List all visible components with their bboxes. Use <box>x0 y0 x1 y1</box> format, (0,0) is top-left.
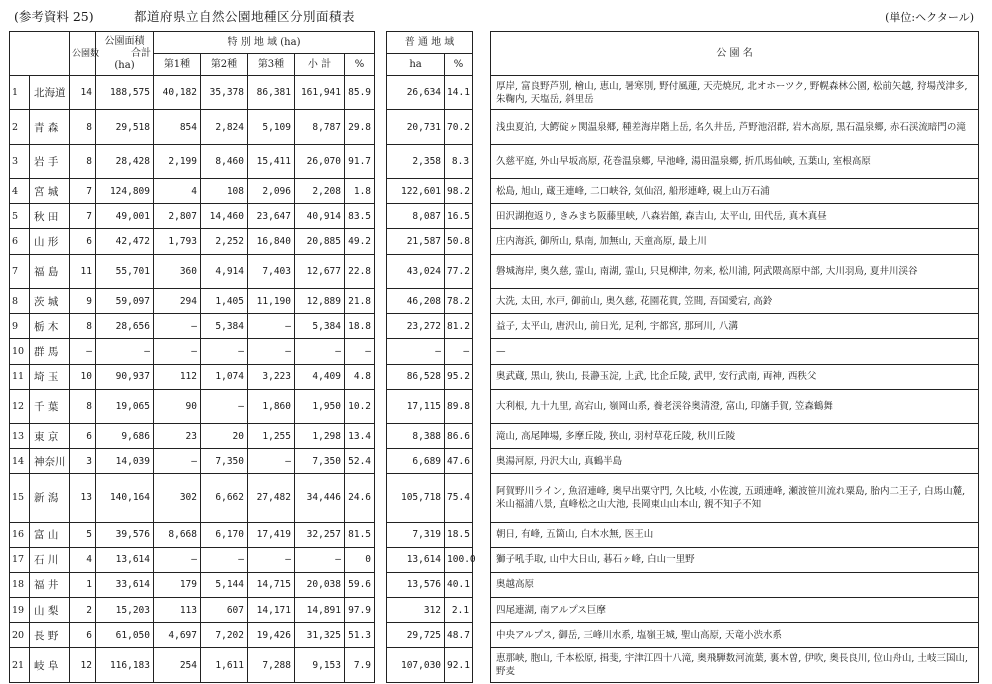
cell-c1: — <box>154 314 201 339</box>
cell-total: 59,097 <box>96 288 154 313</box>
cell-no: 11 <box>10 364 30 389</box>
cell-pct: 13.4 <box>345 424 375 449</box>
cell-opct: 50.8 <box>445 229 473 254</box>
cell-total: 28,656 <box>96 314 154 339</box>
cell-c3: — <box>248 314 295 339</box>
cell-c3: 86,381 <box>248 76 295 110</box>
cell-pct: — <box>345 339 375 364</box>
cell-c2: 7,202 <box>201 623 248 648</box>
header-count: 公園数 <box>70 32 96 76</box>
cell-pct: 85.9 <box>345 76 375 110</box>
cell-count: 7 <box>70 204 96 229</box>
cell-total: 33,614 <box>96 572 154 597</box>
cell-c3: — <box>248 339 295 364</box>
cell-c3: 1,255 <box>248 424 295 449</box>
cell-c1: 112 <box>154 364 201 389</box>
cell-opct: 48.7 <box>445 623 473 648</box>
cell-pref: 栃 木 <box>30 314 70 339</box>
cell-opct: 2.1 <box>445 598 473 623</box>
cell-ord: 122,601 <box>387 179 445 204</box>
cell-parks: — <box>491 339 979 364</box>
cell-count: 1 <box>70 572 96 597</box>
cell-opct: 75.4 <box>445 474 473 522</box>
cell-parks: 大洗, 太田, 水戸, 御前山, 奥久慈, 花園花貫, 笠間, 吾国愛宕, 高鈴 <box>491 288 979 313</box>
cell-count: 6 <box>70 424 96 449</box>
cell-parks: 四尾連湖, 南アルプス巨摩 <box>491 598 979 623</box>
cell-sub: 34,446 <box>295 474 345 522</box>
table-row <box>10 449 979 474</box>
cell-total: 39,576 <box>96 522 154 547</box>
cell-pref: 富 山 <box>30 522 70 547</box>
cell-c1: 360 <box>154 254 201 288</box>
cell-c3: 2,096 <box>248 179 295 204</box>
cell-total: 116,183 <box>96 648 154 683</box>
cell-opct: 95.2 <box>445 364 473 389</box>
cell-opct: 18.5 <box>445 522 473 547</box>
table-row <box>10 110 979 144</box>
header-special-area: 特 別 地 域 (ha) <box>154 32 375 54</box>
cell-ord: 23,272 <box>387 314 445 339</box>
cell-count: — <box>70 339 96 364</box>
cell-ord: 86,528 <box>387 364 445 389</box>
cell-no: 4 <box>10 179 30 204</box>
cell-no: 10 <box>10 339 30 364</box>
cell-parks: 朝日, 有峰, 五箇山, 白木水無, 医王山 <box>491 522 979 547</box>
cell-sub: 1,298 <box>295 424 345 449</box>
cell-count: 6 <box>70 229 96 254</box>
cell-pct: 81.5 <box>345 522 375 547</box>
cell-no: 20 <box>10 623 30 648</box>
cell-c2: — <box>201 547 248 572</box>
cell-opct: 77.2 <box>445 254 473 288</box>
cell-sub: 26,070 <box>295 144 345 178</box>
cell-c1: 302 <box>154 474 201 522</box>
cell-c2: 20 <box>201 424 248 449</box>
cell-pref: 福 島 <box>30 254 70 288</box>
cell-parks: 恵那峡, 胞山, 千本松原, 揖斐, 宇津江四十八滝, 奥飛騨数河流葉, 裏木曽, 伊吹, 奥長良川, 位山舟山, 土岐三国山, 野麦 <box>491 648 979 683</box>
header-total: 公園面積 合計 (ha) <box>96 32 154 76</box>
cell-pct: 1.8 <box>345 179 375 204</box>
cell-sub: 2,208 <box>295 179 345 204</box>
cell-parks: 田沢湖抱返り, きみまち阪藤里峡, 八森岩館, 森吉山, 太平山, 田代岳, 真木真昼 <box>491 204 979 229</box>
cell-c2: 6,662 <box>201 474 248 522</box>
cell-ord: 13,614 <box>387 547 445 572</box>
cell-c3: 27,482 <box>248 474 295 522</box>
cell-total: — <box>96 339 154 364</box>
header-park-names: 公 園 名 <box>491 32 979 76</box>
cell-total: 188,575 <box>96 76 154 110</box>
cell-pct: 51.3 <box>345 623 375 648</box>
cell-count: 5 <box>70 522 96 547</box>
cell-c1: 23 <box>154 424 201 449</box>
cell-sub: 7,350 <box>295 449 345 474</box>
cell-count: 8 <box>70 314 96 339</box>
table-row <box>10 598 979 623</box>
cell-no: 12 <box>10 389 30 423</box>
cell-ord: 17,115 <box>387 389 445 423</box>
cell-pct: 52.4 <box>345 449 375 474</box>
cell-c2: — <box>201 389 248 423</box>
cell-parks: 奥湯河原, 丹沢大山, 真鶴半島 <box>491 449 979 474</box>
cell-total: 90,937 <box>96 364 154 389</box>
cell-opct: 40.1 <box>445 572 473 597</box>
table-row <box>10 522 979 547</box>
cell-opct: 92.1 <box>445 648 473 683</box>
cell-pref: 石 川 <box>30 547 70 572</box>
table-row <box>10 339 979 364</box>
cell-parks: 獅子吼手取, 山中大日山, 碁石ヶ峰, 白山一里野 <box>491 547 979 572</box>
unit-label: (単位:ヘクタール) <box>885 11 974 24</box>
cell-total: 61,050 <box>96 623 154 648</box>
cell-ord: 6,689 <box>387 449 445 474</box>
table-row <box>10 254 979 288</box>
park-area-table <box>9 31 979 683</box>
cell-parks: 奥越高原 <box>491 572 979 597</box>
cell-opct: 70.2 <box>445 110 473 144</box>
cell-c3: 3,223 <box>248 364 295 389</box>
cell-parks: 浅虫夏泊, 大鰐碇ヶ関温泉郷, 種差海岸階上岳, 名久井岳, 芦野池沼群, 岩木高原, 黒石温泉郷, 赤石渓流暗門の滝 <box>491 110 979 144</box>
cell-ord: 46,208 <box>387 288 445 313</box>
cell-no: 3 <box>10 144 30 178</box>
cell-count: 7 <box>70 179 96 204</box>
cell-c3: 23,647 <box>248 204 295 229</box>
cell-sub: 20,885 <box>295 229 345 254</box>
cell-sub: 5,384 <box>295 314 345 339</box>
cell-c3: 7,288 <box>248 648 295 683</box>
cell-pref: 青 森 <box>30 110 70 144</box>
cell-c2: 35,378 <box>201 76 248 110</box>
cell-ord: 2,358 <box>387 144 445 178</box>
cell-pref: 山 梨 <box>30 598 70 623</box>
cell-opct: 89.8 <box>445 389 473 423</box>
cell-c1: 8,668 <box>154 522 201 547</box>
cell-no: 17 <box>10 547 30 572</box>
cell-count: 8 <box>70 110 96 144</box>
table-row <box>10 144 979 178</box>
cell-opct: 16.5 <box>445 204 473 229</box>
cell-c1: 254 <box>154 648 201 683</box>
cell-sub: 40,914 <box>295 204 345 229</box>
cell-c2: 607 <box>201 598 248 623</box>
cell-c2: 2,824 <box>201 110 248 144</box>
table-row <box>10 572 979 597</box>
cell-c2: 5,384 <box>201 314 248 339</box>
cell-ord: 107,030 <box>387 648 445 683</box>
cell-no: 16 <box>10 522 30 547</box>
cell-count: 6 <box>70 623 96 648</box>
cell-pct: 49.2 <box>345 229 375 254</box>
cell-c1: 4,697 <box>154 623 201 648</box>
cell-pct: 7.9 <box>345 648 375 683</box>
cell-c2: 1,611 <box>201 648 248 683</box>
cell-no: 18 <box>10 572 30 597</box>
table-row <box>10 474 979 522</box>
cell-total: 19,065 <box>96 389 154 423</box>
page-title: 都道府県立自然公園地種区分別面積表 <box>134 9 356 24</box>
cell-count: 13 <box>70 474 96 522</box>
cell-c2: 4,914 <box>201 254 248 288</box>
cell-parks: 阿賀野川ライン, 魚沼連峰, 奥早出粟守門, 久比岐, 小佐渡, 五頭連峰, 瀬波笹川流れ粟島, 胎内二王子, 白馬山麓, 米山福浦八景, 直峰松之山大池, 長岡東山山本山, 親不知子不知 <box>491 474 979 522</box>
cell-parks: 久慈平庭, 外山早坂高原, 花巻温泉郷, 早池峰, 湯田温泉郷, 折爪馬仙峡, 五葉山, 室根高原 <box>491 144 979 178</box>
cell-c1: 40,182 <box>154 76 201 110</box>
table-row <box>10 424 979 449</box>
header-class3: 第3種 <box>248 54 295 76</box>
cell-opct: 81.2 <box>445 314 473 339</box>
cell-c3: 14,171 <box>248 598 295 623</box>
cell-pref: 北海道 <box>30 76 70 110</box>
cell-c1: 179 <box>154 572 201 597</box>
cell-c3: — <box>248 547 295 572</box>
reference-label: (参考資料 25) <box>14 9 94 24</box>
cell-parks: 大利根, 九十九里, 高宕山, 嶺岡山系, 養老渓谷奥清澄, 富山, 印旛手賀, 笠森鶴舞 <box>491 389 979 423</box>
cell-pref: 千 葉 <box>30 389 70 423</box>
cell-pref: 岐 阜 <box>30 648 70 683</box>
table-row <box>10 204 979 229</box>
cell-pct: 10.2 <box>345 389 375 423</box>
table-row <box>10 179 979 204</box>
cell-no: 9 <box>10 314 30 339</box>
cell-c3: 16,840 <box>248 229 295 254</box>
cell-total: 28,428 <box>96 144 154 178</box>
header-ha: ha <box>387 54 445 76</box>
table-row <box>10 623 979 648</box>
cell-c2: 1,405 <box>201 288 248 313</box>
cell-ord: 8,388 <box>387 424 445 449</box>
cell-pct: 24.6 <box>345 474 375 522</box>
cell-c3: — <box>248 449 295 474</box>
cell-count: 12 <box>70 648 96 683</box>
cell-pref: 群 馬 <box>30 339 70 364</box>
cell-pct: 97.9 <box>345 598 375 623</box>
table-row <box>10 547 979 572</box>
cell-pct: 91.7 <box>345 144 375 178</box>
cell-total: 49,001 <box>96 204 154 229</box>
cell-parks: 益子, 太平山, 唐沢山, 前日光, 足利, 宇都宮, 那珂川, 八溝 <box>491 314 979 339</box>
cell-sub: 9,153 <box>295 648 345 683</box>
table-row <box>10 648 979 683</box>
cell-no: 14 <box>10 449 30 474</box>
header <box>0 0 992 28</box>
cell-no: 13 <box>10 424 30 449</box>
cell-sub: — <box>295 547 345 572</box>
table-row <box>10 364 979 389</box>
header-ordinary-area: 普 通 地 域 <box>387 32 473 54</box>
cell-pct: 21.8 <box>345 288 375 313</box>
cell-ord: 21,587 <box>387 229 445 254</box>
cell-c1: 1,793 <box>154 229 201 254</box>
cell-total: 13,614 <box>96 547 154 572</box>
cell-sub: 4,409 <box>295 364 345 389</box>
cell-pref: 山 形 <box>30 229 70 254</box>
cell-sub: 1,950 <box>295 389 345 423</box>
cell-ord: 13,576 <box>387 572 445 597</box>
cell-c1: 2,807 <box>154 204 201 229</box>
cell-opct: 8.3 <box>445 144 473 178</box>
cell-opct: 100.0 <box>445 547 473 572</box>
cell-opct: 14.1 <box>445 76 473 110</box>
cell-sub: 12,677 <box>295 254 345 288</box>
cell-c2: 2,252 <box>201 229 248 254</box>
cell-count: 2 <box>70 598 96 623</box>
cell-opct: 86.6 <box>445 424 473 449</box>
cell-sub: — <box>295 339 345 364</box>
cell-c1: 294 <box>154 288 201 313</box>
cell-pref: 岩 手 <box>30 144 70 178</box>
cell-c2: 6,170 <box>201 522 248 547</box>
cell-ord: 29,725 <box>387 623 445 648</box>
cell-c2: 14,460 <box>201 204 248 229</box>
cell-parks: 磐城海岸, 奥久慈, 霊山, 南湖, 霊山, 只見柳津, 勿来, 松川浦, 阿武隈高原中部, 大川羽鳥, 夏井川渓谷 <box>491 254 979 288</box>
cell-sub: 12,889 <box>295 288 345 313</box>
cell-parks: 庄内海浜, 御所山, 県南, 加無山, 天童高原, 最上川 <box>491 229 979 254</box>
cell-ord: 26,634 <box>387 76 445 110</box>
cell-c1: — <box>154 339 201 364</box>
cell-sub: 20,038 <box>295 572 345 597</box>
cell-ord: 43,024 <box>387 254 445 288</box>
cell-c3: 5,109 <box>248 110 295 144</box>
cell-count: 10 <box>70 364 96 389</box>
cell-no: 1 <box>10 76 30 110</box>
cell-ord: — <box>387 339 445 364</box>
cell-sub: 161,941 <box>295 76 345 110</box>
table-row <box>10 314 979 339</box>
cell-parks: 滝山, 高尾陣場, 多摩丘陵, 狭山, 羽村草花丘陵, 秋川丘陵 <box>491 424 979 449</box>
cell-opct: 47.6 <box>445 449 473 474</box>
cell-ord: 8,087 <box>387 204 445 229</box>
cell-no: 5 <box>10 204 30 229</box>
cell-c2: 108 <box>201 179 248 204</box>
cell-total: 9,686 <box>96 424 154 449</box>
cell-no: 19 <box>10 598 30 623</box>
cell-ord: 312 <box>387 598 445 623</box>
cell-total: 29,518 <box>96 110 154 144</box>
cell-parks: 松島, 旭山, 蔵王連峰, 二口峡谷, 気仙沼, 船形連峰, 硯上山万石浦 <box>491 179 979 204</box>
cell-pct: 22.8 <box>345 254 375 288</box>
cell-opct: — <box>445 339 473 364</box>
cell-pref: 秋 田 <box>30 204 70 229</box>
header-pct2: % <box>445 54 473 76</box>
cell-pct: 59.6 <box>345 572 375 597</box>
cell-pct: 0 <box>345 547 375 572</box>
cell-pref: 福 井 <box>30 572 70 597</box>
cell-c1: 2,199 <box>154 144 201 178</box>
cell-total: 15,203 <box>96 598 154 623</box>
cell-pref: 神奈川 <box>30 449 70 474</box>
cell-no: 8 <box>10 288 30 313</box>
cell-total: 14,039 <box>96 449 154 474</box>
cell-pct: 29.8 <box>345 110 375 144</box>
cell-count: 4 <box>70 547 96 572</box>
cell-count: 8 <box>70 389 96 423</box>
cell-no: 15 <box>10 474 30 522</box>
cell-count: 9 <box>70 288 96 313</box>
cell-c3: 11,190 <box>248 288 295 313</box>
cell-c1: 4 <box>154 179 201 204</box>
cell-parks: 厚岸, 富良野芦別, 檜山, 恵山, 暑寒別, 野付風蓮, 天売焼尻, 北オホーツク, 野幌森林公園, 松前矢越, 狩場茂津多, 朱鞠内, 天塩岳, 斜里岳 <box>491 76 979 110</box>
header-class1: 第1種 <box>154 54 201 76</box>
cell-pct: 4.8 <box>345 364 375 389</box>
cell-ord: 20,731 <box>387 110 445 144</box>
cell-opct: 78.2 <box>445 288 473 313</box>
cell-c1: 113 <box>154 598 201 623</box>
table-row <box>10 229 979 254</box>
cell-no: 7 <box>10 254 30 288</box>
cell-c3: 1,860 <box>248 389 295 423</box>
cell-sub: 8,787 <box>295 110 345 144</box>
cell-total: 140,164 <box>96 474 154 522</box>
cell-c1: 854 <box>154 110 201 144</box>
cell-opct: 98.2 <box>445 179 473 204</box>
header-subtotal: 小 計 <box>295 54 345 76</box>
cell-pct: 83.5 <box>345 204 375 229</box>
cell-c2: — <box>201 339 248 364</box>
table-row <box>10 76 979 110</box>
cell-pref: 東 京 <box>30 424 70 449</box>
cell-c1: — <box>154 547 201 572</box>
cell-c3: 14,715 <box>248 572 295 597</box>
cell-parks: 中央アルプス, 御岳, 三峰川水系, 塩嶺王城, 聖山高原, 天竜小渋水系 <box>491 623 979 648</box>
header-pct: % <box>345 54 375 76</box>
cell-count: 11 <box>70 254 96 288</box>
cell-pref: 埼 玉 <box>30 364 70 389</box>
cell-ord: 7,319 <box>387 522 445 547</box>
cell-c3: 17,419 <box>248 522 295 547</box>
cell-pref: 宮 城 <box>30 179 70 204</box>
cell-no: 2 <box>10 110 30 144</box>
cell-c3: 15,411 <box>248 144 295 178</box>
cell-parks: 奥武蔵, 黒山, 狭山, 長瀞玉淀, 上武, 比企丘陵, 武甲, 安行武南, 両神, 西秩父 <box>491 364 979 389</box>
cell-total: 55,701 <box>96 254 154 288</box>
cell-no: 21 <box>10 648 30 683</box>
cell-c1: 90 <box>154 389 201 423</box>
table-row <box>10 389 979 423</box>
cell-sub: 32,257 <box>295 522 345 547</box>
cell-pref: 長 野 <box>30 623 70 648</box>
header-class2: 第2種 <box>201 54 248 76</box>
cell-ord: 105,718 <box>387 474 445 522</box>
cell-pref: 茨 城 <box>30 288 70 313</box>
cell-pct: 18.8 <box>345 314 375 339</box>
cell-no: 6 <box>10 229 30 254</box>
cell-c2: 5,144 <box>201 572 248 597</box>
cell-sub: 31,325 <box>295 623 345 648</box>
cell-c2: 1,074 <box>201 364 248 389</box>
header-prefecture <box>10 32 70 76</box>
table-row <box>10 288 979 313</box>
cell-sub: 14,891 <box>295 598 345 623</box>
cell-c2: 8,460 <box>201 144 248 178</box>
cell-count: 14 <box>70 76 96 110</box>
cell-c1: — <box>154 449 201 474</box>
cell-c3: 19,426 <box>248 623 295 648</box>
cell-count: 3 <box>70 449 96 474</box>
cell-total: 124,809 <box>96 179 154 204</box>
cell-c2: 7,350 <box>201 449 248 474</box>
cell-pref: 新 潟 <box>30 474 70 522</box>
cell-count: 8 <box>70 144 96 178</box>
cell-c3: 7,403 <box>248 254 295 288</box>
cell-total: 42,472 <box>96 229 154 254</box>
